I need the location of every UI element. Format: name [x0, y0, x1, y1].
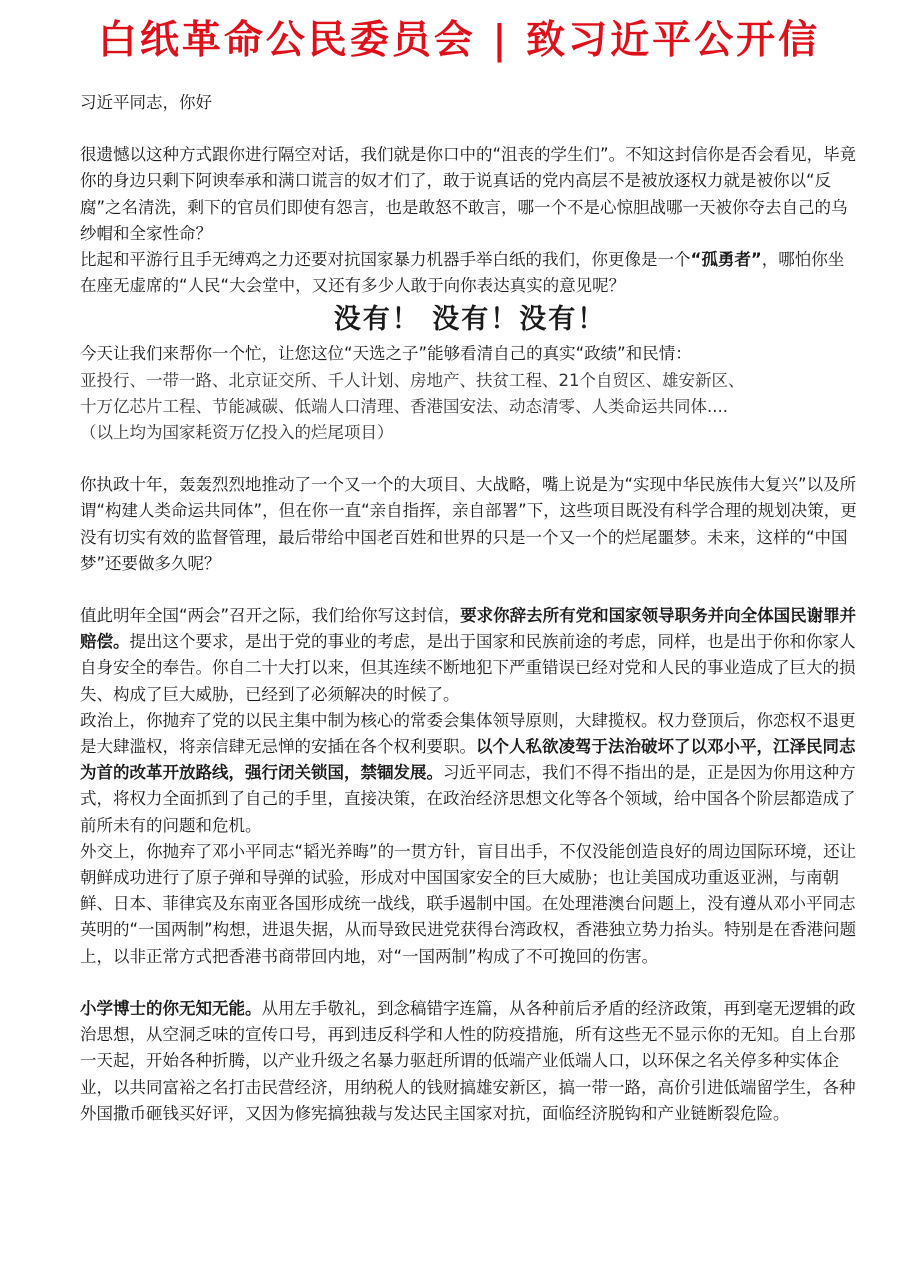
salutation: 习近平同志，你好	[80, 93, 212, 112]
shout-heading: 没有！ 没有！没有！	[333, 304, 607, 336]
paragraph-2	[80, 247, 860, 299]
letter-body	[80, 90, 860, 1127]
spacer	[80, 970, 860, 996]
paragraph-8-bold: 小学博士的你无知无能。	[80, 998, 262, 1018]
header-title: 白纸革命公民委员会 | 致习近平公开信	[97, 17, 821, 63]
paragraph-8	[80, 996, 860, 1127]
paragraph-2-bold: “孤勇者”	[690, 250, 762, 270]
paragraph-6-text-b: 习近平同志，我们不得不指出的是，正是因为你用这种方式，将权力全面抓到了自己的手里，直接决策，在政治经济思想文化等各个领域，给中国各个阶层都造成了前所未有的问题和危机。	[80, 763, 856, 835]
paragraph-1: 很遗憾以这种方式跟你进行隔空对话，我们就是你口中的“沮丧的学生们”。不知这封信你是否会看见，毕竟你的身边只剩下阿谀奉承和满口谎言的奴才们了，敢于说真话的党内高层不是被放逐权力就是被你以“反腐”之名清洗，剩下的官员们即使有怨言，也是敢怒不敢言，哪一个不是心惊胆战哪一天被你夺去自己的乌纱帽和全家性命？	[80, 145, 857, 243]
project-list-line-1: 亚投行、一带一路、北京证交所、千人计划、房地产、扶贫工程、21个自贸区、雄安新区、	[80, 370, 745, 390]
spacer	[80, 446, 860, 472]
paragraph-4: 你执政十年，轰轰烈烈地推动了一个又一个的大项目、大战略，嘴上说是为“实现中华民族伟大复兴”以及所谓“构建人类命运共同体”，但在你一直“亲自指挥，亲自部署”下，这些项目既没有科学合理的规划决策，更没有切实有效的监督管理，最后带给中国老百姓和世界的只是一个又一个的烂尾噩梦。未来，这样的“中国梦”还要做多久呢？	[80, 475, 857, 573]
paragraph-2-text-b: ，哪怕你坐在座无虚席的“人民“大会堂中，又还有多少人敢于向你表达真实的意见呢？	[80, 250, 845, 296]
paragraph-5-bold: 要求你辞去所有党和国家领导职务并向全体国民谢罪并赔偿。	[80, 606, 857, 652]
paragraph-6	[80, 708, 860, 839]
project-list-note: （以上均为国家耗资万亿投入的烂尾项目）	[80, 423, 394, 443]
paragraph-8-text: 从用左手敬礼，到念稿错字连篇，从各种前后矛盾的经济政策，再到毫无逻辑的政治思想，从空洞乏味的宣传口号，再到违反科学和人性的防疫措施，所有这些无不显示你的无知。自上台那一天起，开始各种折腾，以产业升级之名暴力驱赶所谓的低端产业低端人口，以环保之名关停多种实体企业，以共同富裕之名打击民营经济，用纳税人的钱财搞雄安新区，搞一带一路，高价引进低端留学生，各种外国撒币砸钱买好评，又因为修宪搞独裁与发达民主国家对抗，面临经济脱钩和产业链断裂危险。	[80, 998, 856, 1123]
paragraph-3-intro: 今天让我们来帮你一个忙，让您这位“天选之子”能够看清自己的真实“政绩”和民情：	[80, 344, 692, 364]
paragraph-2-text-a: 比起和平游行且手无缚鸡之力还要对抗国家暴力机器手举白纸的我们，你更像是一个	[80, 250, 691, 270]
paragraph-6-text-a: 政治上，你抛弃了党的以民主集中制为核心的常委会集体领导原则，大肆揽权。权力登顶后，你恋权不退更是大肆滥权，将亲信肆无忌惮的安插在各个权利要职。	[80, 710, 856, 757]
paragraph-6-bold: 以个人私欲凌驾于法治破坏了以邓小平，江泽民同志为首的改革开放路线，强行闭关锁国，禁锢发展。	[80, 737, 856, 783]
paragraph-7: 外交上，你抛弃了邓小平同志“韬光养晦”的一贯方针，盲目出手，不仅没能创造良好的周边国际环境，还让朝鲜成功进行了原子弹和导弹的试验，形成对中国国家安全的巨大威胁；也让美国成功重返亚洲，与南朝鲜、日本、菲律宾及东南亚各国形成统一战线，联手遏制中国。在处理港澳台问题上，没有遵从邓小平同志英明的“一国两制”构想，进退失据，从而导致民进党获得台湾政权，香港独立势力抬头。特别是在香港问题上，以非正常方式把香港书商带回内地，对“一国两制”构成了不可挽回的伤害。	[80, 841, 857, 966]
spacer	[80, 116, 860, 142]
project-list-line-2: 十万亿芯片工程、节能减碳、低端人口清理、香港国安法、动态清零、人类命运共同体....	[80, 396, 728, 416]
paragraph-5	[80, 603, 860, 708]
spacer	[80, 577, 860, 603]
paragraph-5-text-b: 提出这个要求，是出于党的事业的考虑，是出于国家和民族前途的考虑，同样，也是出于你和你家人自身安全的奉告。你自二十大打以来，但其连续不断地犯下严重错误已经对党和人民的事业造成了巨大的损失、构成了巨大威胁，已经到了必须解决的时候了。	[80, 632, 856, 704]
paragraph-5-text-a: 值此明年全国“两会”召开之际，我们给你写这封信，	[80, 606, 461, 626]
